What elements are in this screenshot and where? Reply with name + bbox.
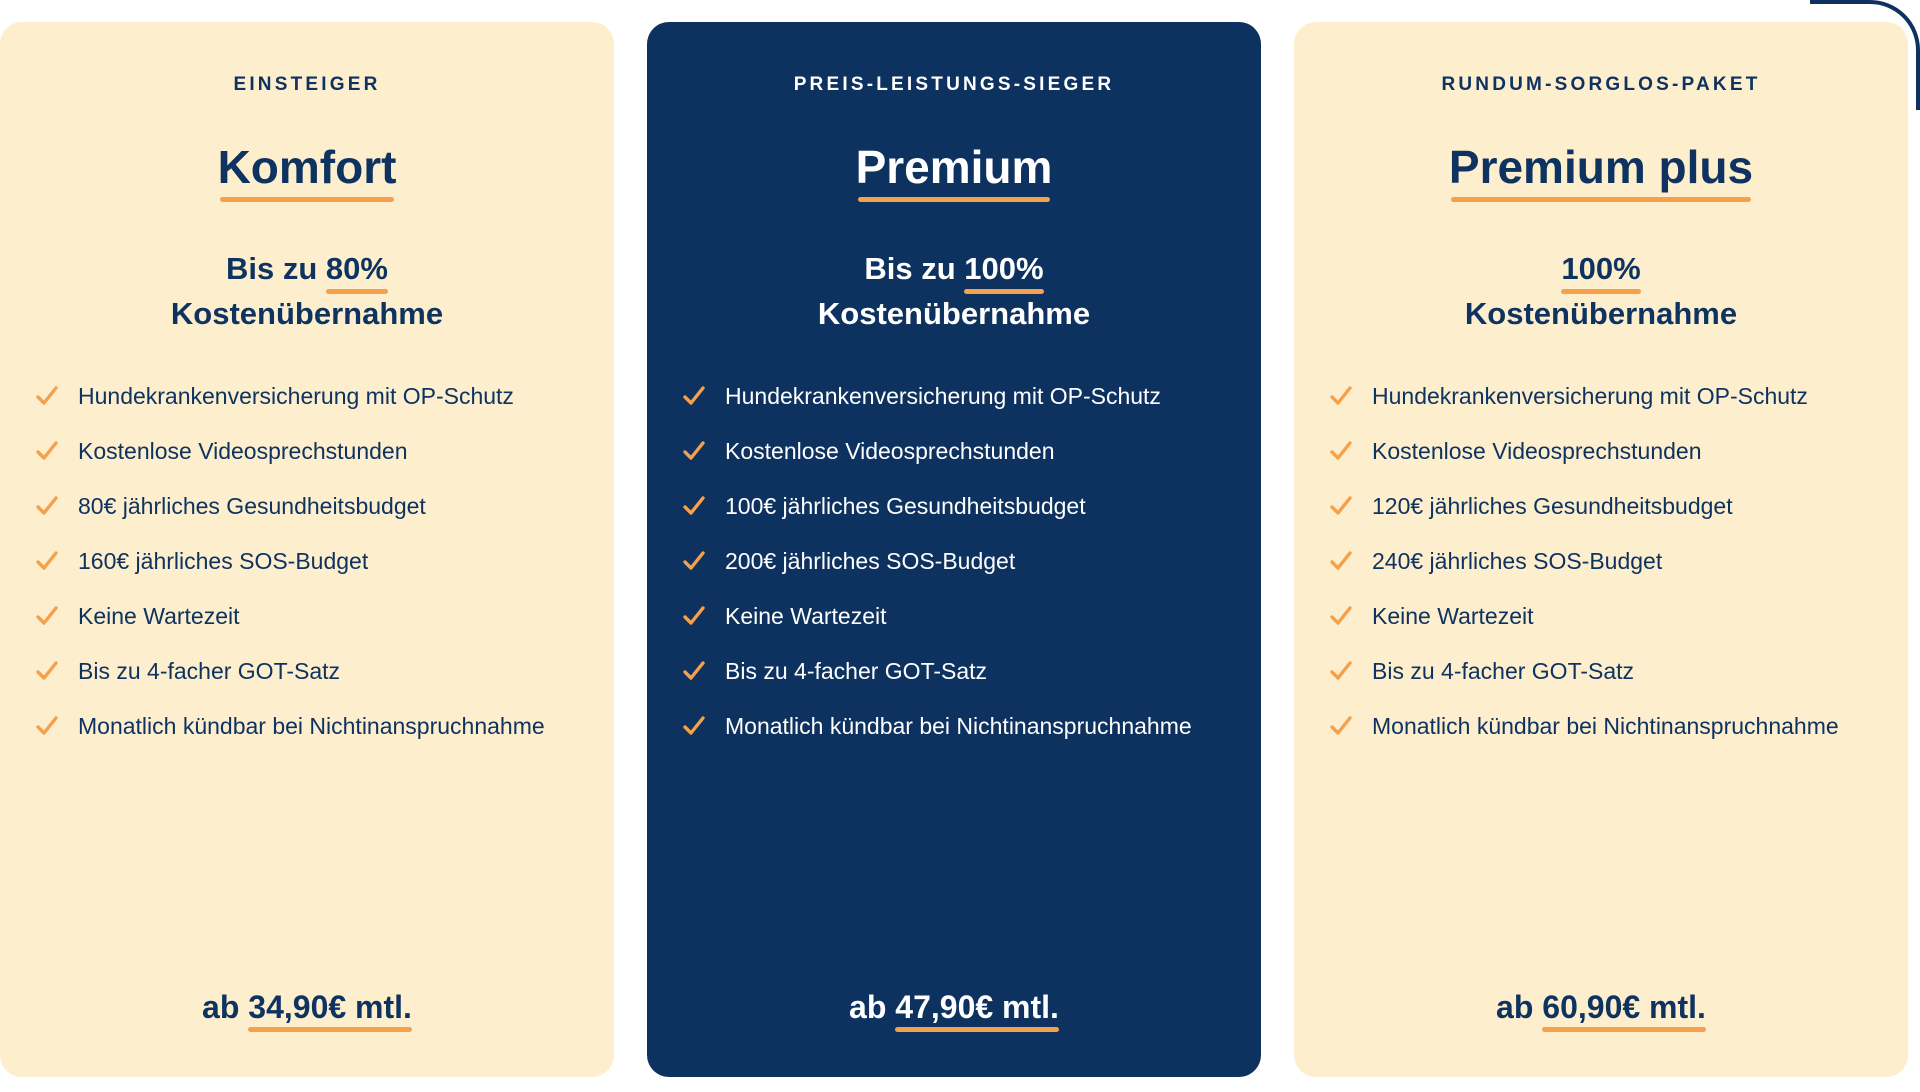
feature-text: 80€ jährliches Gesundheitsbudget	[78, 492, 426, 519]
list-item	[34, 434, 580, 468]
coverage-prefix: Bis zu	[864, 250, 965, 286]
list-item	[34, 709, 580, 743]
check-icon	[34, 383, 60, 409]
feature-text: 100€ jährliches Gesundheitsbudget	[725, 492, 1086, 519]
plan-coverage	[681, 248, 1227, 335]
plan-price	[202, 989, 412, 1031]
check-icon	[1328, 383, 1354, 409]
feature-list	[1328, 379, 1874, 743]
plan-coverage	[34, 248, 580, 335]
feature-text: 120€ jährliches Gesundheitsbudget	[1372, 492, 1733, 519]
feature-text: Keine Wartezeit	[1372, 602, 1534, 629]
check-icon	[1328, 658, 1354, 684]
coverage-percent: 100%	[1561, 248, 1640, 294]
list-item	[34, 544, 580, 578]
check-icon	[34, 658, 60, 684]
feature-list	[681, 379, 1227, 743]
check-icon	[681, 383, 707, 409]
list-item	[1328, 489, 1874, 523]
plan-coverage	[1328, 248, 1874, 335]
check-icon	[34, 438, 60, 464]
plan-name-wrap	[34, 142, 580, 202]
plan-card-komfort[interactable]	[0, 22, 614, 1077]
list-item	[1328, 379, 1874, 413]
plan-card-premium-plus[interactable]	[1294, 22, 1908, 1077]
feature-text: Monatlich kündbar bei Nichtinanspruchnahme	[78, 712, 545, 739]
coverage-suffix: Kostenübernahme	[170, 296, 444, 332]
price-value: 47,90€ mtl.	[895, 989, 1059, 1031]
plan-card-premium[interactable]	[647, 22, 1261, 1077]
price-value: 60,90€ mtl.	[1542, 989, 1706, 1031]
price-prefix: ab	[849, 989, 896, 1025]
plan-price-wrap	[681, 989, 1227, 1049]
list-item	[1328, 434, 1874, 468]
feature-text: 160€ jährliches SOS-Budget	[78, 547, 369, 574]
feature-text: Kostenlose Videosprechstunden	[78, 437, 408, 464]
plan-price	[849, 989, 1059, 1031]
feature-text: 200€ jährliches SOS-Budget	[725, 547, 1016, 574]
list-item	[34, 654, 580, 688]
feature-text: Monatlich kündbar bei Nichtinanspruchnahme	[1372, 712, 1839, 739]
plan-title: Komfort	[218, 142, 397, 202]
list-item	[1328, 654, 1874, 688]
feature-text: Bis zu 4-facher GOT-Satz	[725, 657, 988, 684]
check-icon	[681, 603, 707, 629]
list-item	[34, 379, 580, 413]
list-item	[681, 379, 1227, 413]
feature-text: Bis zu 4-facher GOT-Satz	[78, 657, 341, 684]
plan-title: Premium	[856, 142, 1053, 202]
plan-price-wrap	[34, 989, 580, 1049]
check-icon	[1328, 438, 1354, 464]
list-item	[681, 544, 1227, 578]
check-icon	[34, 603, 60, 629]
price-prefix: ab	[1496, 989, 1543, 1025]
list-item	[681, 709, 1227, 743]
check-icon	[681, 438, 707, 464]
check-icon	[1328, 493, 1354, 519]
check-icon	[1328, 548, 1354, 574]
check-icon	[34, 548, 60, 574]
check-icon	[34, 493, 60, 519]
list-item	[681, 599, 1227, 633]
check-icon	[1328, 713, 1354, 739]
feature-text: Keine Wartezeit	[78, 602, 240, 629]
list-item	[34, 489, 580, 523]
list-item	[681, 654, 1227, 688]
check-icon	[681, 713, 707, 739]
feature-text: Kostenlose Videosprechstunden	[1372, 437, 1702, 464]
plan-name-wrap	[681, 142, 1227, 202]
plan-price	[1496, 989, 1706, 1031]
plan-eyebrow: EINSTEIGER	[233, 74, 381, 95]
list-item	[34, 599, 580, 633]
feature-text: Kostenlose Videosprechstunden	[725, 437, 1055, 464]
feature-text: Bis zu 4-facher GOT-Satz	[1372, 657, 1635, 684]
check-icon	[1328, 603, 1354, 629]
list-item	[1328, 709, 1874, 743]
feature-text: Monatlich kündbar bei Nichtinanspruchnahme	[725, 712, 1192, 739]
plan-name-wrap	[1328, 142, 1874, 202]
check-icon	[681, 658, 707, 684]
plan-eyebrow: RUNDUM-SORGLOS-PAKET	[1441, 74, 1761, 95]
feature-text: Hundekrankenversicherung mit OP-Schutz	[1372, 382, 1808, 409]
price-prefix: ab	[202, 989, 249, 1025]
list-item	[1328, 599, 1874, 633]
coverage-suffix: Kostenübernahme	[1464, 296, 1738, 332]
list-item	[1328, 544, 1874, 578]
coverage-percent: 100%	[964, 248, 1043, 294]
coverage-suffix: Kostenübernahme	[817, 296, 1091, 332]
price-value: 34,90€ mtl.	[248, 989, 412, 1031]
feature-text: Hundekrankenversicherung mit OP-Schutz	[78, 382, 514, 409]
list-item	[681, 434, 1227, 468]
feature-text: Hundekrankenversicherung mit OP-Schutz	[725, 382, 1161, 409]
check-icon	[681, 548, 707, 574]
coverage-percent: 80%	[326, 248, 388, 294]
feature-text: Keine Wartezeit	[725, 602, 887, 629]
coverage-prefix: Bis zu	[226, 250, 326, 286]
plan-price-wrap	[1328, 989, 1874, 1049]
feature-text: 240€ jährliches SOS-Budget	[1372, 547, 1663, 574]
feature-list	[34, 379, 580, 743]
plan-title: Premium plus	[1449, 142, 1753, 202]
plan-eyebrow: PREIS-LEISTUNGS-SIEGER	[793, 74, 1115, 95]
check-icon	[34, 713, 60, 739]
check-icon	[681, 493, 707, 519]
list-item	[681, 489, 1227, 523]
